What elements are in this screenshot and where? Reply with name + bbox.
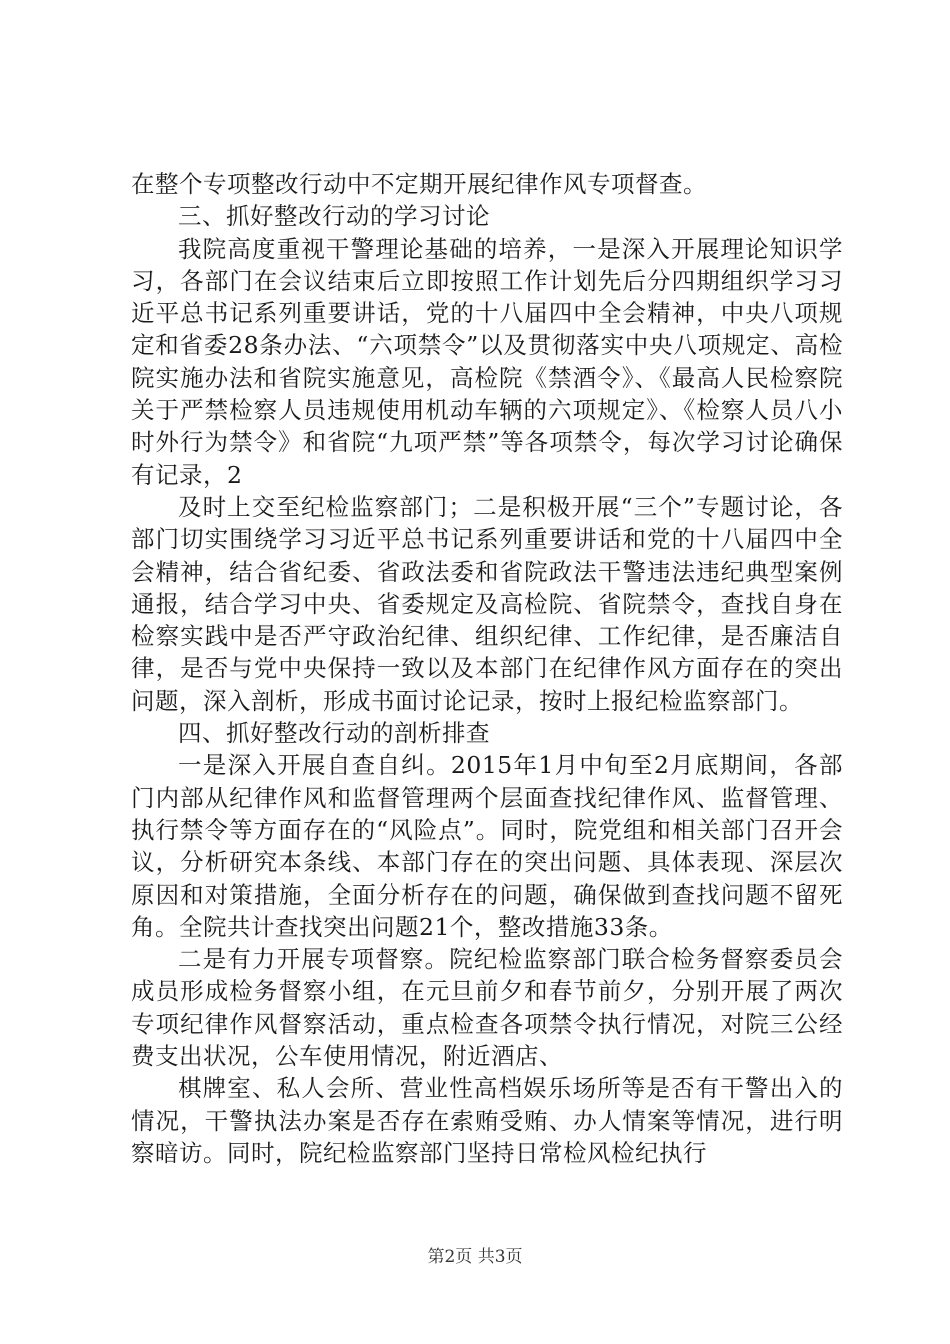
paragraph-8: 棋牌室、私人会所、营业性高档娱乐场所等是否有干警出入的情况，干警执法办案是否存在索贿受贿、办人情案等情况，进行明察暗访。同时，院纪检监察部门坚持日常检风检纪执行: [131, 1074, 843, 1167]
paragraph-1: 在整个专项整改行动中不定期开展纪律作风专项督查。: [131, 170, 707, 198]
paragraph-3: 我院高度重视干警理论基础的培养，一是深入开展理论知识学习，各部门在会议结束后立即按照工作计划先后分四期组织学习习近平总书记系列重要讲话，党的十八届四中全会精神，中央八项规定和省委28条办法、“六项禁令”以及贯彻落实中央八项规定、高检院实施办法和省院实施意见，高检院《禁酒令》、《最高人民检察院关于严禁检察人员违规使用机动车辆的六项规定》、《检察人员八小时外行为禁令》和省院“九项严禁”等各项禁令，每次学习讨论确保有记录，2: [131, 234, 843, 489]
paragraph-4: 及时上交至纪检监察部门；二是积极开展“三个”专题讨论，各部门切实围绕学习习近平总书记系列重要讲话和党的十八届四中全会精神，结合省纪委、省政法委和省院政法干警违法违纪典型案例通报，结合学习中央、省委规定及高检院、省院禁令，查找自身在检察实践中是否严守政治纪律、组织纪律、工作纪律，是否廉洁自律，是否与党中央保持一致以及本部门在纪律作风方面存在的突出问题，深入剖析，形成书面讨论记录，按时上报纪检监察部门。: [131, 492, 843, 715]
section-heading-3: 三、抓好整改行动的学习讨论: [178, 202, 490, 231]
paragraph-7: 二是有力开展专项督察。院纪检监察部门联合检务督察委员会成员形成检务督察小组，在元旦前夕和春节前夕，分别开展了两次专项纪律作风督察活动，重点检查各项禁令执行情况，对院三公经费支出状况，公车使用情况，附近酒店、: [131, 945, 843, 1071]
document-body: [131, 168, 843, 1169]
page-number-footer: 第2页 共3页: [427, 1247, 523, 1267]
section-heading-4: 四、抓好整改行动的剖析排查: [178, 719, 490, 748]
paragraph-6: 一是深入开展自查自纠。2015年1月中旬至2月底期间，各部门内部从纪律作风和监督管理两个层面查找纪律作风、监督管理、执行禁令等方面存在的“风险点”。同时，院党组和相关部门召开会议，分析研究本条线、本部门存在的突出问题、具体表现、深层次原因和对策措施，全面分析存在的问题，确保做到查找问题不留死角。全院共计查找突出问题21个，整改措施33条。: [131, 751, 843, 941]
